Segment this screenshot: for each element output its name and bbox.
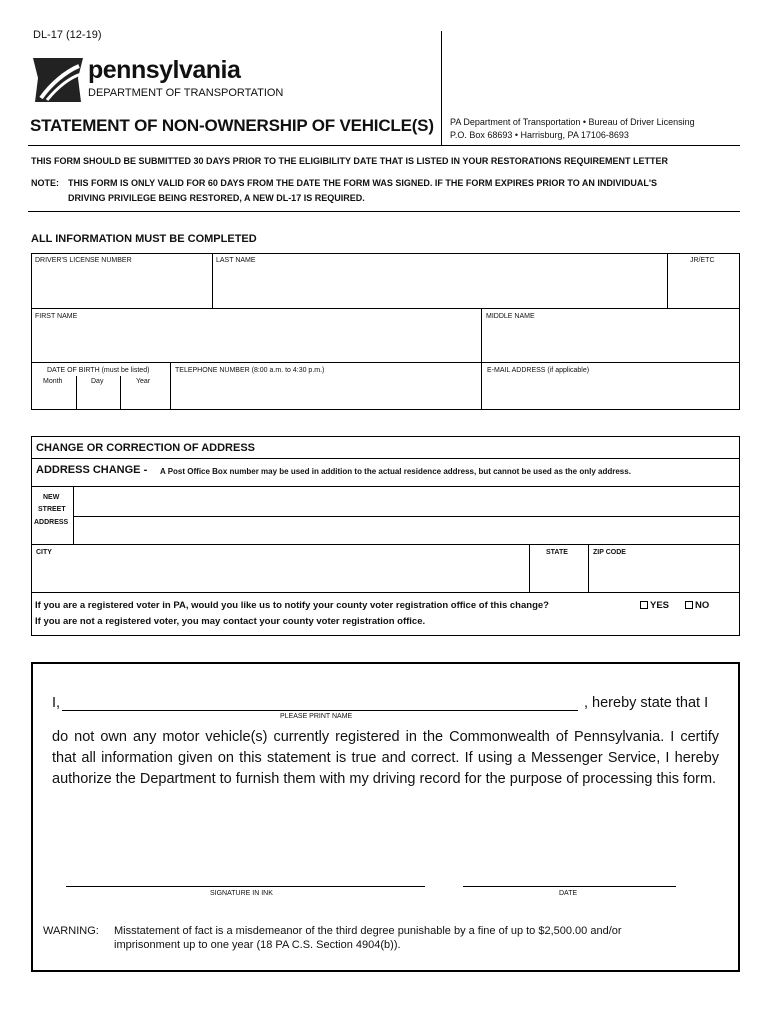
voter-yes-option[interactable]: YES: [640, 600, 669, 611]
email-field[interactable]: [482, 377, 739, 409]
city-label: CITY: [36, 549, 52, 556]
dob-month-label: Month: [43, 378, 63, 385]
dob-label: DATE OF BIRTH (must be listed): [47, 367, 150, 374]
zip-field[interactable]: [589, 559, 739, 591]
form-number: DL-17 (12-19): [33, 29, 102, 41]
header-rule: [28, 145, 740, 146]
voter-note: If you are not a registered voter, you may contact your county voter registration office.: [35, 616, 426, 627]
notice-rule: [28, 211, 740, 212]
address-heading: CHANGE OR CORRECTION OF ADDRESS: [36, 442, 255, 454]
last-name-label: LAST NAME: [216, 257, 256, 264]
dob-year-label: Year: [136, 378, 151, 385]
note-label: NOTE:: [31, 178, 59, 188]
suffix-label: JR/ETC: [690, 257, 715, 264]
info-heading: ALL INFORMATION MUST BE COMPLETED: [31, 233, 257, 245]
dob-day-label: Day: [91, 378, 104, 385]
middle-name-field[interactable]: [482, 322, 739, 361]
telephone-label: TELEPHONE NUMBER (8:00 a.m. to 4:30 p.m.): [175, 367, 325, 374]
warning-line-2: imprisonment up to one year (18 PA C.S. Section 4904(b)).: [114, 939, 401, 951]
city-field[interactable]: [32, 559, 528, 591]
agency-name: pennsylvania: [88, 56, 241, 84]
drivers-license-label: DRIVER'S LICENSE NUMBER: [35, 257, 132, 264]
street-line1-field[interactable]: [74, 487, 739, 515]
state-field[interactable]: [530, 559, 587, 591]
first-name-label: FIRST NAME: [35, 313, 78, 320]
note-line-1: THIS FORM IS ONLY VALID FOR 60 DAYS FROM THE DATE THE FORM WAS SIGNED. IF THE FORM EXPIRES PRIOR TO AN INDIVIDUAL'S: [68, 178, 658, 188]
yes-checkbox-icon[interactable]: [640, 601, 648, 609]
submit-notice: THIS FORM SHOULD BE SUBMITTED 30 DAYS PRIOR TO THE ELIGIBILITY DATE THAT IS LISTED IN YOUR RESTORATIONS REQUIREMENT LETTER: [31, 156, 669, 166]
state-label: STATE: [546, 549, 568, 556]
street-label: STREET: [38, 506, 66, 513]
warning-line-1: Misstatement of fact is a misdemeanor of the third degree punishable by a fine of up to $2,500.00 and/or: [114, 925, 622, 937]
date-label: DATE: [559, 890, 578, 897]
drivers-license-field[interactable]: [32, 266, 211, 307]
email-label: E-MAIL ADDRESS (if applicable): [487, 367, 590, 374]
address-label: ADDRESS: [34, 519, 69, 526]
print-name-field[interactable]: [62, 692, 578, 710]
signature-label: SIGNATURE IN INK: [210, 890, 273, 897]
dob-day-field[interactable]: [77, 387, 120, 409]
address-change-note: A Post Office Box number may be used in addition to the actual residence address, but cannot be used as the only address.: [160, 467, 631, 476]
note-line-2: DRIVING PRIVILEGE BEING RESTORED, A NEW DL-17 IS REQUIRED.: [68, 193, 365, 203]
no-checkbox-icon[interactable]: [685, 601, 693, 609]
statement-suffix: , hereby state that I: [584, 695, 709, 711]
signature-line: [66, 886, 425, 887]
print-name-label: PLEASE PRINT NAME: [280, 713, 353, 720]
new-label: NEW: [43, 494, 60, 501]
signature-field[interactable]: [66, 862, 425, 886]
address-change-label: ADDRESS CHANGE -: [36, 464, 148, 476]
statement-prefix: I,: [52, 695, 61, 711]
print-name-line: [62, 710, 578, 711]
zip-label: ZIP CODE: [593, 549, 626, 556]
voter-question: If you are a registered voter in PA, would you like us to notify your county voter registration office of this change?: [35, 600, 549, 611]
date-line: [463, 886, 676, 887]
voter-no-option[interactable]: NO: [685, 600, 709, 611]
header-divider: [441, 31, 442, 145]
dob-year-field[interactable]: [121, 387, 170, 409]
telephone-field[interactable]: [171, 377, 480, 409]
mailing-address-line2: P.O. Box 68693 • Harrisburg, PA 17106-8693: [450, 130, 629, 140]
middle-name-label: MIDDLE NAME: [486, 313, 535, 320]
department-name: DEPARTMENT OF TRANSPORTATION: [88, 87, 284, 99]
suffix-field[interactable]: [668, 266, 739, 307]
dob-month-field[interactable]: [32, 387, 76, 409]
warning-label: WARNING:: [43, 925, 99, 937]
street-line2-field[interactable]: [74, 517, 739, 543]
statement-body: do not own any motor vehicle(s) currently registered in the Commonwealth of Pennsylvania. I certify that all information given on this statement is true and correct. If using a Messenger Service, I hereby authorize the Department to furnish them with my driving record for the purpose of processing this form.: [52, 729, 719, 787]
form-title: STATEMENT OF NON-OWNERSHIP OF VEHICLE(S): [30, 116, 434, 135]
mailing-address-line1: PA Department of Transportation • Bureau of Driver Licensing: [450, 117, 695, 127]
last-name-field[interactable]: [213, 266, 666, 307]
first-name-field[interactable]: [32, 322, 480, 361]
keystone-logo-icon: [31, 54, 85, 104]
date-field[interactable]: [463, 862, 676, 886]
